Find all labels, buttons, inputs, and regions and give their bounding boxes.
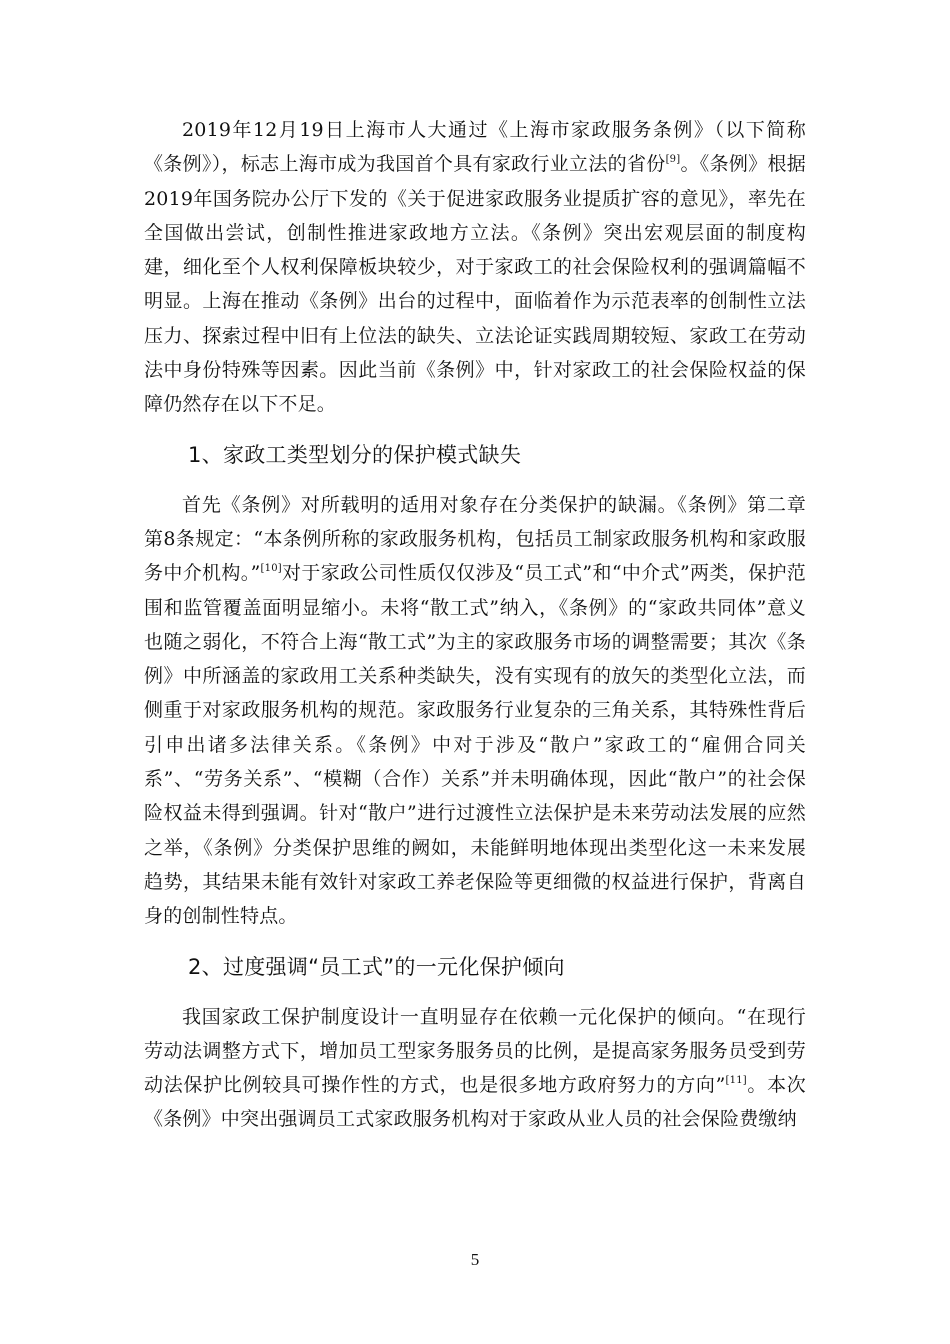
document-body — [144, 113, 806, 1137]
paragraph-text: 首先《条例》对所载明的适用对象存在分类保护的缺漏。《条例》第二章第8条规定：“本条例所称的家政服务机构，包括员工制家政服务机构和家政服务中介机构。” — [144, 493, 806, 585]
page-number: 5 — [470, 1250, 480, 1269]
paragraph-intro — [144, 113, 806, 422]
citation-ref: [9] — [665, 154, 681, 166]
section-heading-2: 2、过度强调“员工式”的一元化保护倾向 — [188, 954, 565, 979]
paragraph-section-2 — [144, 1000, 806, 1137]
paragraph-section-1 — [144, 488, 806, 934]
paragraph-text-continued: 。本次《条例》中突出强调员工式家政服务机构对于家政从业人员的社会保险费缴纳 — [144, 1074, 806, 1131]
paragraph-text-continued: 对于家政公司性质仅仅涉及“员工式”和“中介式”两类，保护范围和监管覆盖面明显缩小。未将“散工式”纳入，《条例》的“家政共同体”意义也随之弱化，不符合上海“散工式”为主的家政服务市场的调整需要；其次《条例》中所涵盖的家政用工关系种类缺失，没有实现有的放矢的类型化立法，而侧重于对家政服务机构的规范。家政服务行业复杂的三角关系，其特殊性背后引申出诸多法律关系。《条例》中对于涉及“散户”家政工的“雇佣合同关系”、“劳务关系”、“模糊（合作）关系”并未明确体现，因此“散户”的社会保险权益未得到强调。针对“散户”进行过渡性立法保护是未来劳动法发展的应然之举，《条例》分类保护思维的阙如，未能鲜明地体现出类型化这一未来发展趋势，其结果未能有效针对家政工养老保险等更细微的权益进行保护，背离自身的创制性特点。 — [144, 562, 806, 928]
citation-ref: [10] — [260, 563, 282, 575]
paragraph-text: 我国家政工保护制度设计一直明显存在依赖一元化保护的倾向。“在现行劳动法调整方式下，增加员工型家务服务员的比例，是提高家务服务员受到劳动法保护比例较具可操作性的方式，也是很多地方政府努力的方向” — [144, 1005, 806, 1097]
paragraph-text: 2019年12月19日上海市人大通过《上海市家政服务条例》（以下简称《条例》），标志上海市成为我国首个具有家政行业立法的省份 — [144, 119, 806, 176]
citation-ref: [11] — [725, 1075, 747, 1087]
section-heading-1: 1、家政工类型划分的保护模式缺失 — [188, 442, 522, 467]
paragraph-text-continued: 。《条例》根据2019年国务院办公厅下发的《关于促进家政服务业提质扩容的意见》，率先在全国做出尝试，创制性推进家政地方立法。《条例》突出宏观层面的制度构建，细化至个人权利保障板块较少，对于家政工的社会保险权利的强调篇幅不明显。上海在推动《条例》出台的过程中，面临着作为示范表率的创制性立法压力、探索过程中旧有上位法的缺失、立法论证实践周期较短、家政工在劳动法中身份特殊等因素。因此当前《条例》中，针对家政工的社会保险权益的保障仍然存在以下不足。 — [144, 153, 806, 416]
